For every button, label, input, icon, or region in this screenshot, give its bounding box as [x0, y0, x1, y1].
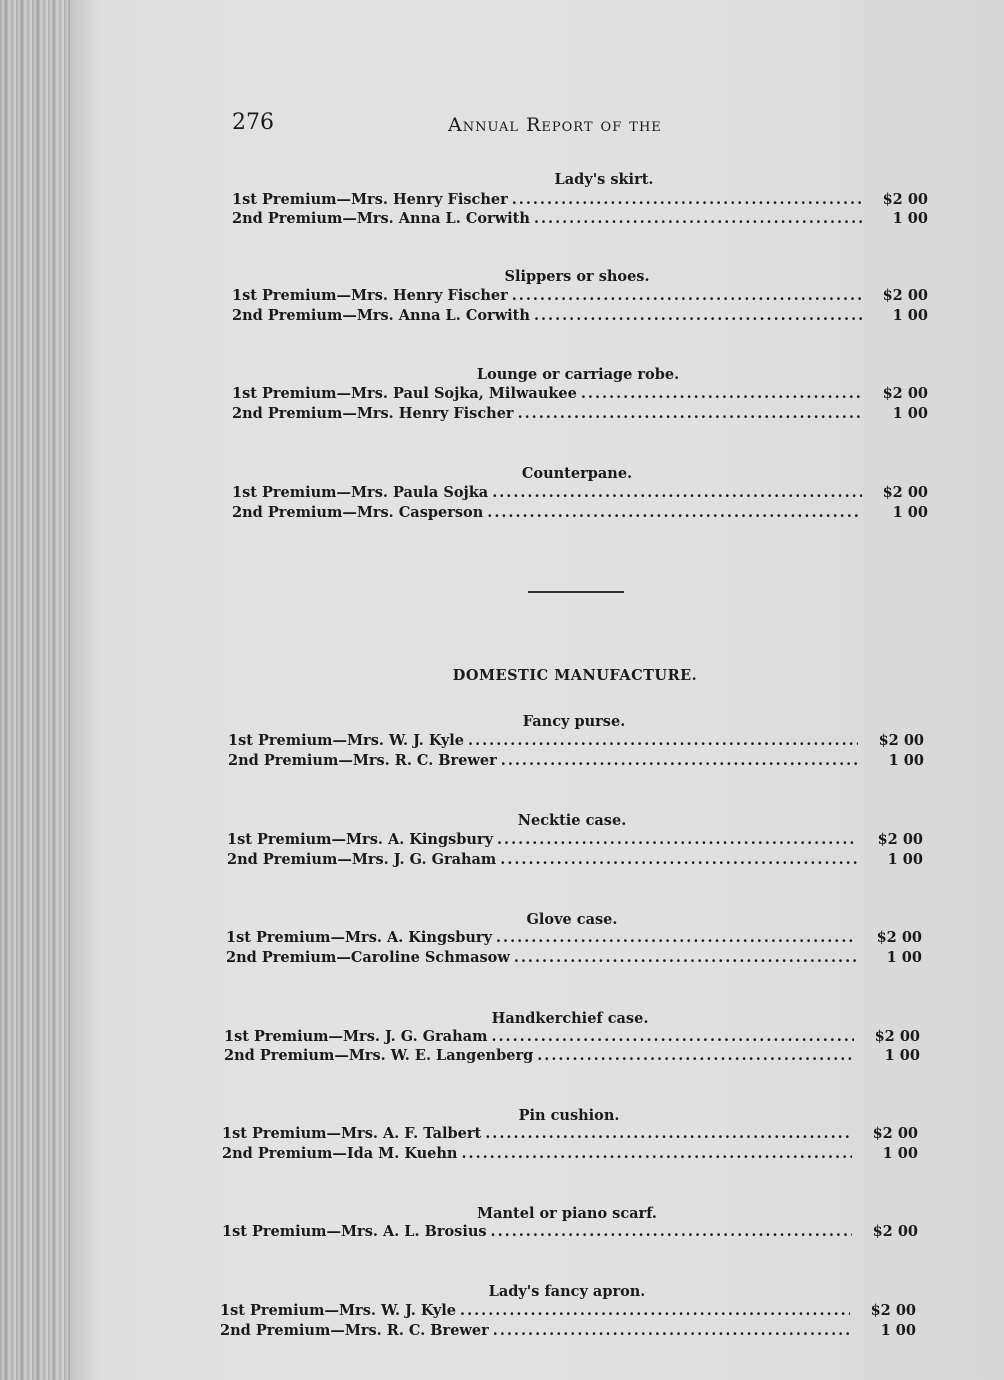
gutter-shadow [70, 0, 100, 1380]
category-title: Counterpane. [521, 465, 633, 482]
entry-amount: $2 00 [874, 1028, 920, 1045]
premium-entry [222, 1223, 918, 1243]
entry-amount: 1 00 [882, 1145, 918, 1162]
entry-label: 2nd Premium—Mrs. Anna L. Corwith [232, 307, 530, 324]
entry-amount: $2 00 [882, 191, 928, 208]
entry-label: 2nd Premium—Mrs. R. C. Brewer [228, 752, 497, 769]
dot-leader [497, 831, 857, 848]
entry-label: 2nd Premium—Mrs. R. C. Brewer [220, 1322, 489, 1339]
dot-leader [493, 1322, 850, 1339]
premium-entry [228, 732, 924, 752]
dot-leader [487, 504, 862, 521]
entry-amount: $2 00 [877, 831, 923, 848]
dot-leader [461, 1145, 852, 1162]
entry-label: 2nd Premium—Ida M. Kuehn [222, 1145, 458, 1162]
entry-label: 2nd Premium—Mrs. W. E. Langenberg [224, 1047, 534, 1064]
entry-label: 1st Premium—Mrs. A. L. Brosius [222, 1223, 487, 1240]
entry-amount: 1 00 [884, 1047, 920, 1064]
dot-leader [534, 307, 862, 324]
entry-label: 1st Premium—Mrs. A. Kingsbury [226, 929, 492, 946]
premium-entry [222, 1145, 918, 1165]
dot-leader [501, 752, 858, 769]
dot-leader [537, 1047, 854, 1064]
premium-entry [227, 851, 923, 871]
entry-amount: $2 00 [878, 732, 924, 749]
premium-entry [222, 1125, 918, 1145]
premium-entry [232, 191, 928, 211]
section-title: DOMESTIC MANUFACTURE. [452, 667, 698, 684]
entry-label: 1st Premium—Mrs. Paul Sojka, Milwaukee [232, 385, 577, 402]
category-title: Handkerchief case. [491, 1010, 649, 1027]
entry-label: 2nd Premium—Mrs. Casperson [232, 504, 484, 521]
category-title: Necktie case. [517, 812, 627, 829]
entry-amount: $2 00 [872, 1125, 918, 1142]
entry-amount: 1 00 [888, 752, 924, 769]
dot-leader [500, 851, 857, 868]
premium-entry [228, 752, 924, 772]
entry-label: 2nd Premium—Mrs. J. G. Graham [227, 851, 497, 868]
entry-label: 1st Premium—Mrs. A. F. Talbert [222, 1125, 482, 1142]
category-title: Lady's skirt. [554, 171, 654, 188]
entry-label: 1st Premium—Mrs. J. G. Graham [224, 1028, 488, 1045]
entry-amount: 1 00 [880, 1322, 916, 1339]
entry-amount: 1 00 [892, 307, 928, 324]
entry-amount: 1 00 [892, 210, 928, 227]
entry-label: 1st Premium—Mrs. A. Kingsbury [227, 831, 493, 848]
entry-label: 2nd Premium—Mrs. Anna L. Corwith [232, 210, 530, 227]
premium-entry [224, 1028, 920, 1048]
dot-leader [512, 287, 862, 304]
entry-amount: 1 00 [892, 504, 928, 521]
entry-label: 1st Premium—Mrs. Henry Fischer [232, 287, 508, 304]
entry-amount: 1 00 [892, 405, 928, 422]
section-divider [528, 591, 624, 593]
category-title: Mantel or piano scarf. [477, 1205, 657, 1222]
premium-entry [220, 1322, 916, 1342]
entry-amount: 1 00 [886, 949, 922, 966]
premium-entry [232, 405, 928, 425]
entry-amount: 1 00 [887, 851, 923, 868]
dot-leader [534, 210, 862, 227]
entry-amount: $2 00 [882, 484, 928, 501]
premium-entry [224, 1047, 920, 1067]
running-head: Annual Report of the [448, 114, 662, 136]
dot-leader [485, 1125, 852, 1142]
dot-leader [581, 385, 862, 402]
premium-entry [232, 484, 928, 504]
dot-leader [468, 732, 858, 749]
entry-label: 1st Premium—Mrs. W. J. Kyle [228, 732, 465, 749]
entry-label: 1st Premium—Mrs. Henry Fischer [232, 191, 508, 208]
entry-amount: $2 00 [882, 385, 928, 402]
premium-entry [227, 831, 923, 851]
entry-amount: $2 00 [872, 1223, 918, 1240]
entry-label: 2nd Premium—Caroline Schmasow [226, 949, 510, 966]
premium-entry [232, 504, 928, 524]
premium-entry [220, 1302, 916, 1322]
category-title: Lounge or carriage robe. [476, 366, 680, 383]
premium-entry [232, 287, 928, 307]
dot-leader [518, 405, 862, 422]
entry-label: 1st Premium—Mrs. W. J. Kyle [220, 1302, 457, 1319]
premium-entry [232, 307, 928, 327]
category-title: Fancy purse. [522, 713, 626, 730]
dot-leader [460, 1302, 850, 1319]
premium-entry [232, 385, 928, 405]
premium-entry [226, 929, 922, 949]
book-gutter [0, 0, 70, 1380]
page-header [232, 110, 932, 140]
premium-entry [226, 949, 922, 969]
entry-label: 2nd Premium—Mrs. Henry Fischer [232, 405, 514, 422]
dot-leader [512, 191, 862, 208]
category-title: Pin cushion. [518, 1107, 620, 1124]
dot-leader [491, 1223, 852, 1240]
entry-amount: $2 00 [882, 287, 928, 304]
dot-leader [492, 484, 862, 501]
entry-amount: $2 00 [870, 1302, 916, 1319]
entry-amount: $2 00 [876, 929, 922, 946]
dot-leader [514, 949, 856, 966]
category-title: Slippers or shoes. [504, 268, 650, 285]
premium-entry [232, 210, 928, 230]
category-title: Lady's fancy apron. [488, 1283, 646, 1300]
dot-leader [491, 1028, 854, 1045]
dot-leader [496, 929, 856, 946]
entry-label: 1st Premium—Mrs. Paula Sojka [232, 484, 489, 501]
category-title: Glove case. [526, 911, 618, 928]
page-number: 276 [232, 110, 274, 135]
